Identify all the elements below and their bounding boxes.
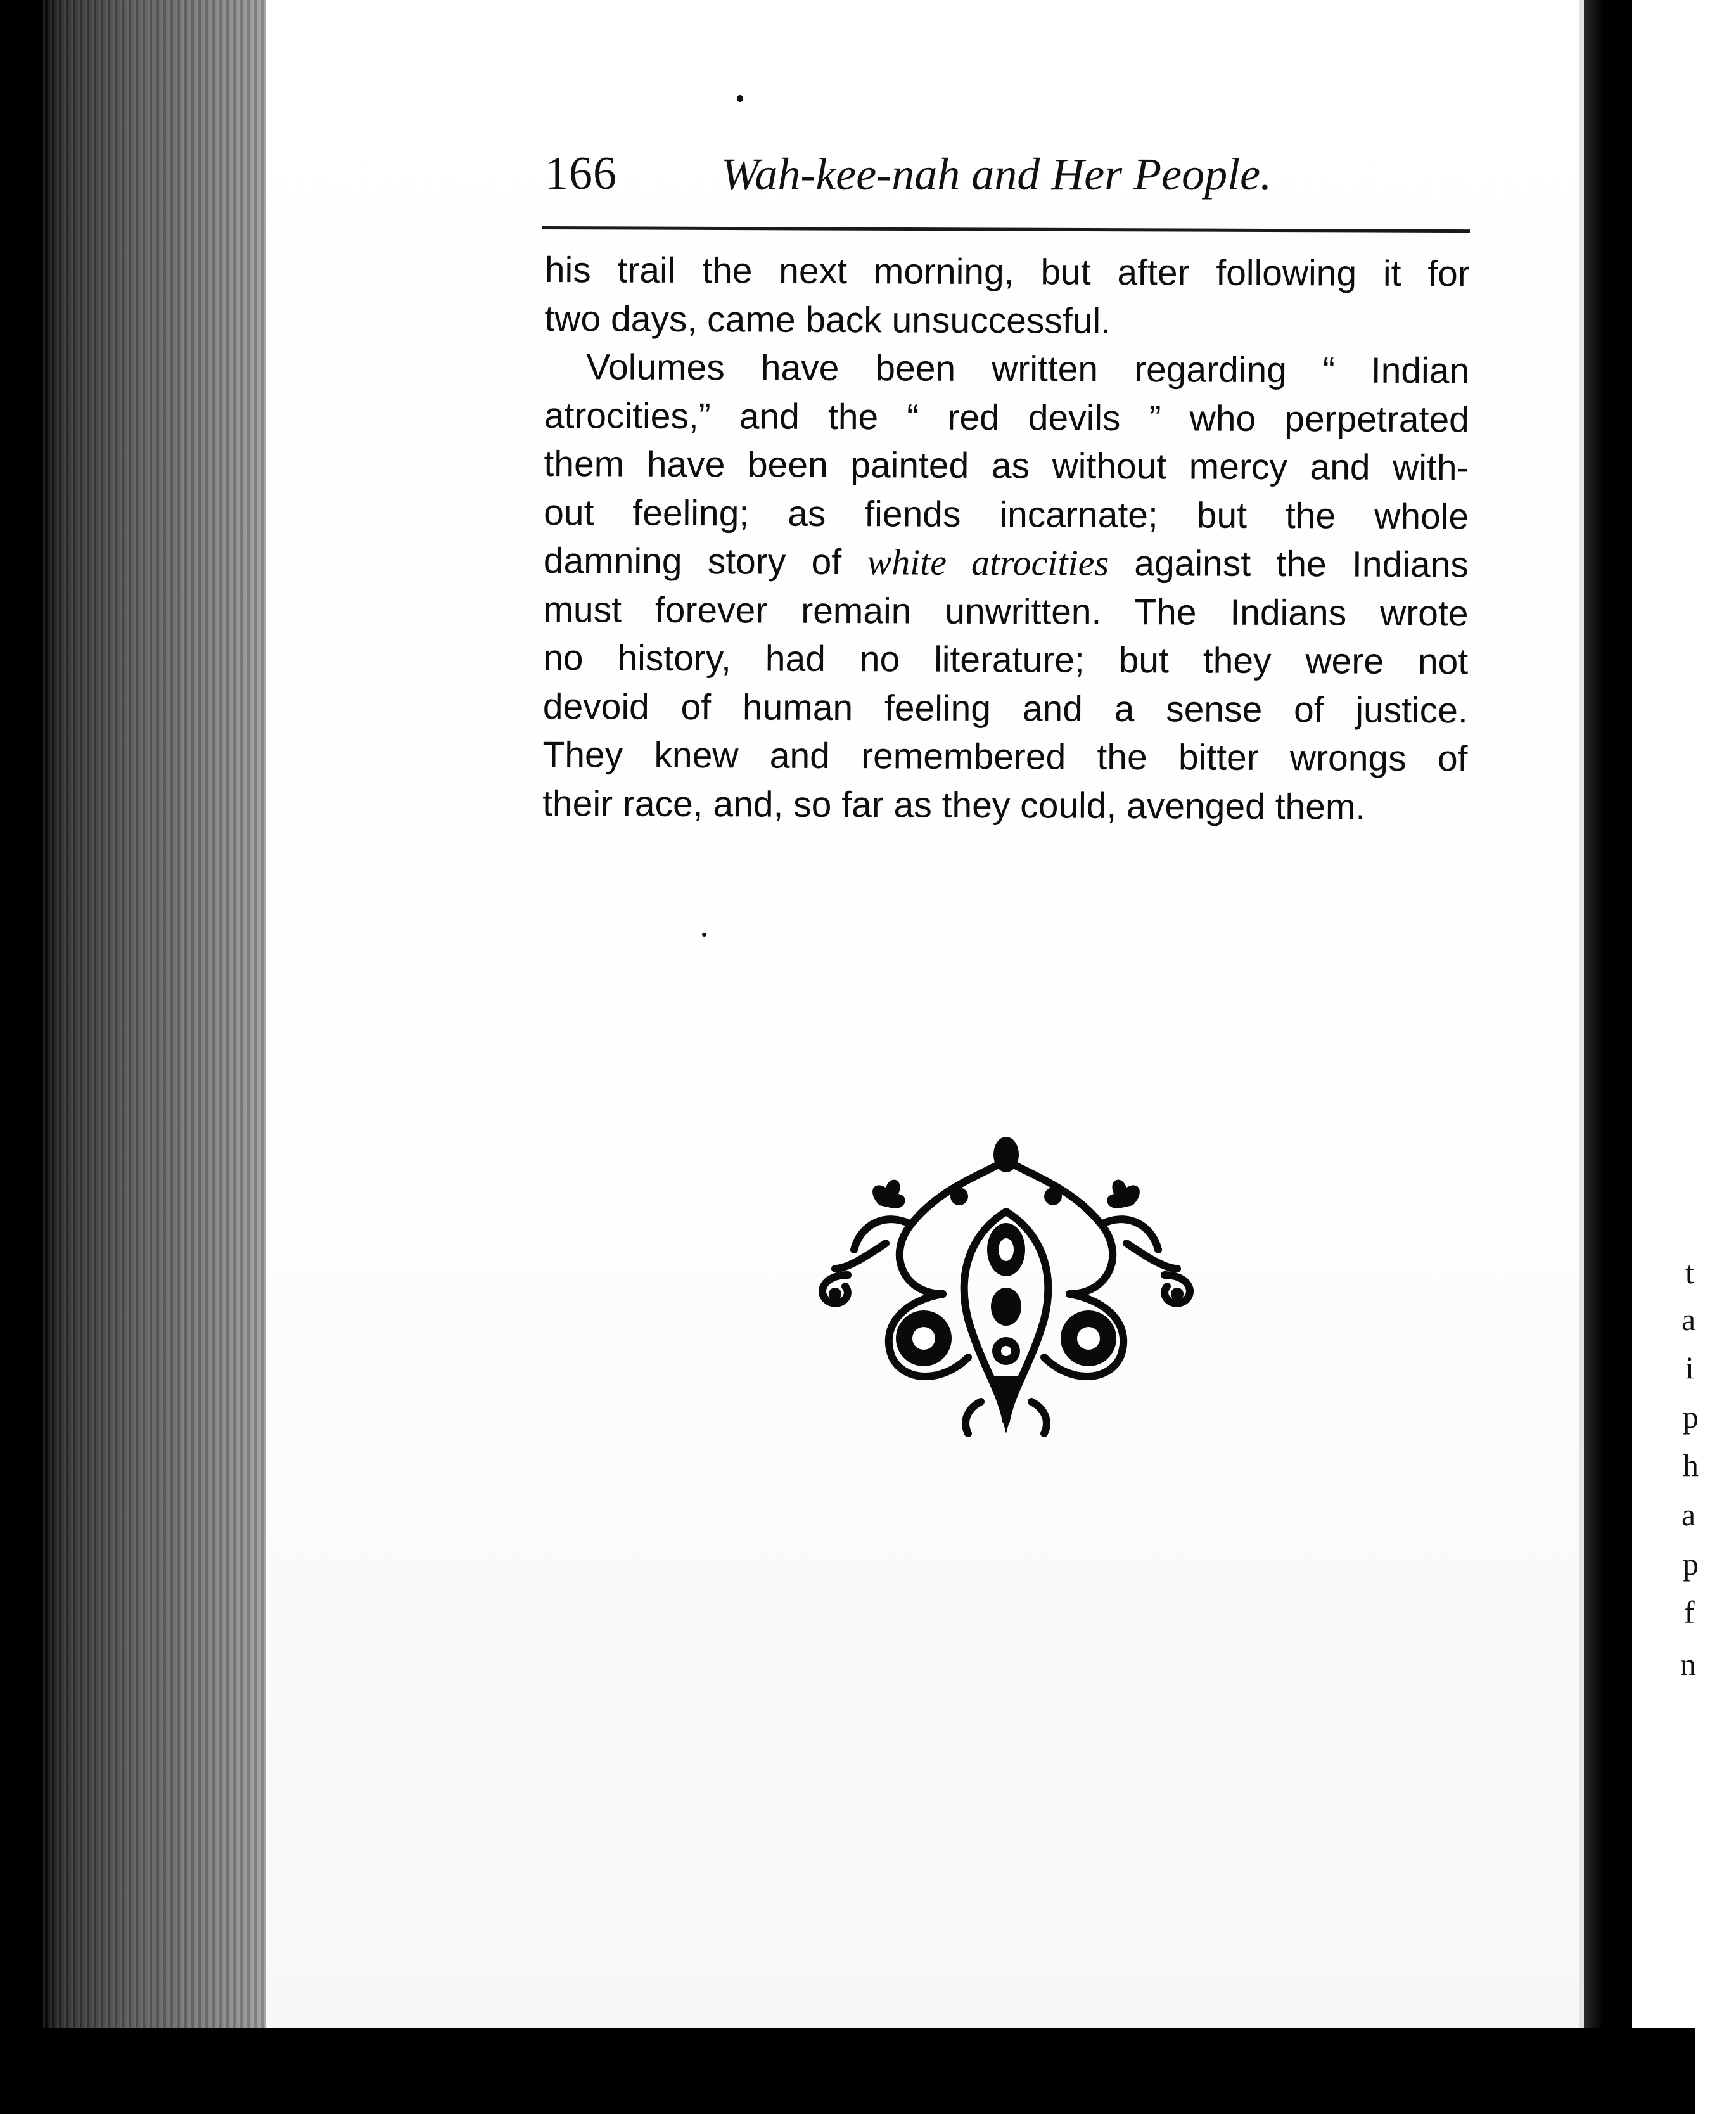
ink-speck [702, 933, 706, 937]
text-line: Volumes have been written regarding “ Indian [586, 347, 1470, 392]
book-gutter [1584, 0, 1632, 2028]
text-line: must forever remain unwritten. The Indians wrote [543, 589, 1469, 634]
bleed-letter: a [1682, 1302, 1696, 1337]
paragraph [544, 246, 1470, 347]
text-line: out feeling; as fiends incarnate; but the whole [544, 492, 1469, 537]
text-line: their race, and, so far as they could, avenged them. [542, 783, 1366, 828]
scan-border-left [0, 0, 43, 2114]
text-line: two days, came back unsuccessful. [544, 298, 1111, 342]
bleed-letter: p [1683, 1546, 1699, 1582]
body-text [542, 246, 1470, 831]
running-header [545, 147, 1305, 210]
bleed-letter: h [1683, 1447, 1699, 1483]
text-line: They knew and remembered the bitter wrongs of [542, 734, 1468, 779]
text-line [544, 537, 1469, 589]
text-line: devoid of human feeling and a sense of justice. [542, 686, 1468, 731]
ink-speck [737, 95, 743, 102]
bleed-letter: n [1680, 1646, 1696, 1682]
book-fore-edge [43, 0, 286, 2028]
paragraph [542, 343, 1469, 831]
text-line: atrocities,” and the “ red devils ” who perpetrated [544, 395, 1469, 440]
bleed-letter: i [1685, 1350, 1694, 1385]
scan-border-bottom [0, 2028, 1695, 2114]
bleed-letter: f [1684, 1594, 1695, 1630]
next-page-edge [1632, 25, 1695, 2021]
text-line: his trail the next morning, but after following it for [544, 249, 1470, 295]
bleed-letter: a [1682, 1497, 1696, 1532]
text-line: them have been painted as without mercy and with- [544, 443, 1469, 489]
text-run: against the Indians [1108, 542, 1469, 586]
bleed-letter: p [1683, 1399, 1699, 1435]
text-line: no history, had no literature; but they were not [543, 637, 1469, 682]
emphasized-text: white atrocities [867, 541, 1109, 584]
bleed-letter: t [1685, 1255, 1694, 1290]
text-run: damning story of [543, 540, 867, 583]
running-title: Wah-kee-nah and Her People. [721, 149, 1272, 200]
page-number: 166 [545, 148, 617, 200]
floral-tailpiece-icon [810, 1136, 1203, 1440]
